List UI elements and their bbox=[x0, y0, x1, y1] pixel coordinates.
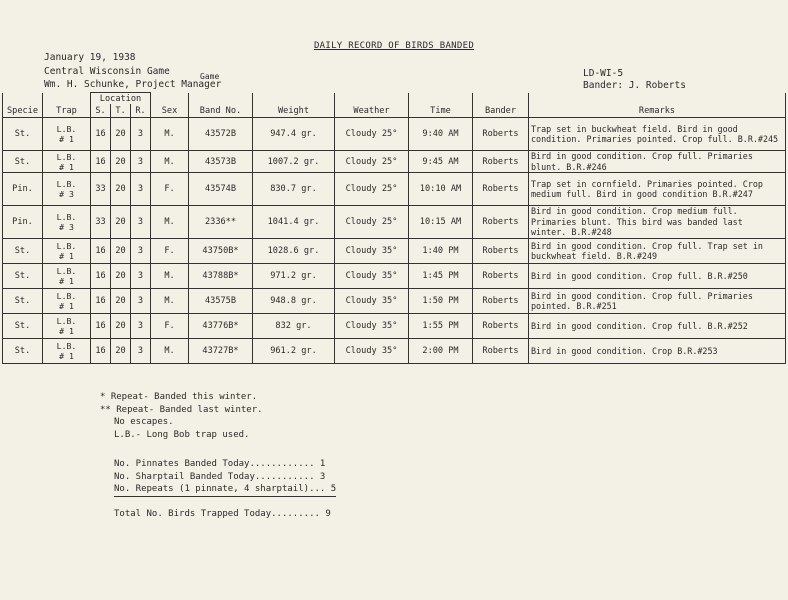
cell-section: 33 bbox=[91, 206, 111, 239]
cell-weight: 830.7 gr. bbox=[253, 173, 335, 206]
cell-township: 20 bbox=[111, 339, 131, 364]
col-trap: Trap bbox=[43, 104, 91, 118]
cell-weather: Cloudy 25° bbox=[335, 173, 409, 206]
cell-weight: 832 gr. bbox=[253, 314, 335, 339]
col-band: Band No. bbox=[189, 104, 253, 118]
cell-time: 2:00 PM bbox=[409, 339, 473, 364]
cell-section: 16 bbox=[91, 314, 111, 339]
cell-sex: M. bbox=[151, 264, 189, 289]
cell-bander: Roberts bbox=[473, 173, 529, 206]
totals-block bbox=[114, 458, 336, 497]
col-sex: Sex bbox=[151, 104, 189, 118]
cell-township: 20 bbox=[111, 151, 131, 173]
total-pinnates: No. Pinnates Banded Today............ 1 bbox=[114, 459, 326, 469]
manager-line: Wm. H. Schunke, Project Manager bbox=[44, 79, 222, 90]
col-weight: Weight bbox=[253, 104, 335, 118]
manager-insert: Game bbox=[200, 72, 220, 81]
trap-number: # 1 bbox=[59, 161, 74, 172]
cell-trap bbox=[43, 206, 91, 239]
trap-type: L.B. bbox=[56, 124, 77, 134]
cell-band: 43750B* bbox=[189, 239, 253, 264]
cell-trap bbox=[43, 289, 91, 314]
cell-band: 43574B bbox=[189, 173, 253, 206]
cell-species: St. bbox=[3, 289, 43, 314]
cell-time: 10:15 AM bbox=[409, 206, 473, 239]
cell-weather: Cloudy 25° bbox=[335, 118, 409, 151]
trap-type: L.B. bbox=[56, 241, 77, 251]
cell-sex: F. bbox=[151, 173, 189, 206]
cell-band: 43575B bbox=[189, 289, 253, 314]
cell-species: St. bbox=[3, 314, 43, 339]
cell-time: 1:55 PM bbox=[409, 314, 473, 339]
table-row bbox=[3, 264, 786, 289]
table-row bbox=[3, 151, 786, 173]
cell-band: 43573B bbox=[189, 151, 253, 173]
trap-number: # 3 bbox=[59, 189, 74, 199]
date-line: January 19, 1938 bbox=[44, 52, 136, 63]
cell-remarks: Trap set in cornfield. Primaries pointed. Crop medium full. Bird in good condition B.R.#247 bbox=[529, 173, 786, 206]
cell-band: 2336** bbox=[189, 206, 253, 239]
cell-species: Pin. bbox=[3, 173, 43, 206]
cell-band: 43727B* bbox=[189, 339, 253, 364]
cell-weight: 1028.6 gr. bbox=[253, 239, 335, 264]
cell-section: 16 bbox=[91, 289, 111, 314]
cell-bander: Roberts bbox=[473, 314, 529, 339]
col-township: T. bbox=[111, 104, 131, 118]
cell-range: 3 bbox=[131, 239, 151, 264]
cell-bander: Roberts bbox=[473, 339, 529, 364]
trap-type: L.B. bbox=[56, 341, 77, 351]
total-repeats: No. Repeats (1 pinnate, 4 sharptail)... 5 bbox=[114, 483, 336, 497]
col-section: S. bbox=[91, 104, 111, 118]
cell-remarks: Trap set in buckwheat field. Bird in good condition. Primaries pointed. Crop full. B.R.#245 bbox=[529, 118, 786, 151]
col-bander: Bander bbox=[473, 104, 529, 118]
cell-species: St. bbox=[3, 118, 43, 151]
cell-section: 16 bbox=[91, 118, 111, 151]
trap-number: # 1 bbox=[59, 326, 74, 336]
cell-remarks: Bird in good condition. Crop full. Primaries blunt. B.R.#246 bbox=[529, 151, 786, 173]
cell-weather: Cloudy 35° bbox=[335, 289, 409, 314]
cell-township: 20 bbox=[111, 173, 131, 206]
cell-trap bbox=[43, 151, 91, 173]
table-row bbox=[3, 173, 786, 206]
cell-range: 3 bbox=[131, 206, 151, 239]
col-species: Specie bbox=[3, 104, 43, 118]
table-row bbox=[3, 314, 786, 339]
cell-weight: 961.2 gr. bbox=[253, 339, 335, 364]
cell-township: 20 bbox=[111, 239, 131, 264]
cell-trap bbox=[43, 173, 91, 206]
cell-weather: Cloudy 35° bbox=[335, 339, 409, 364]
cell-trap bbox=[43, 339, 91, 364]
cell-species: St. bbox=[3, 339, 43, 364]
cell-remarks: Bird in good condition. Crop medium full. Primaries blunt. This bird was banded last winter. B.R.#248 bbox=[529, 206, 786, 239]
cell-time: 10:10 AM bbox=[409, 173, 473, 206]
cell-time: 1:50 PM bbox=[409, 289, 473, 314]
cell-sex: M. bbox=[151, 339, 189, 364]
trap-number: # 1 bbox=[59, 134, 74, 144]
cell-bander: Roberts bbox=[473, 118, 529, 151]
cell-species: Pin. bbox=[3, 206, 43, 239]
cell-range: 3 bbox=[131, 118, 151, 151]
table-row bbox=[3, 239, 786, 264]
table-row bbox=[3, 206, 786, 239]
cell-township: 20 bbox=[111, 118, 131, 151]
cell-trap bbox=[43, 264, 91, 289]
cell-band: 43788B* bbox=[189, 264, 253, 289]
cell-sex: M. bbox=[151, 206, 189, 239]
trap-type: L.B. bbox=[56, 212, 77, 222]
cell-sex: M. bbox=[151, 118, 189, 151]
document-title: DAILY RECORD OF BIRDS BANDED bbox=[313, 41, 475, 51]
record-code: LD-WI-5 bbox=[583, 68, 624, 79]
cell-section: 16 bbox=[91, 339, 111, 364]
cell-species: St. bbox=[3, 239, 43, 264]
cell-township: 20 bbox=[111, 264, 131, 289]
cell-range: 3 bbox=[131, 264, 151, 289]
cell-species: St. bbox=[3, 264, 43, 289]
trap-type: L.B. bbox=[56, 179, 77, 189]
organization-line: Central Wisconsin Game bbox=[44, 66, 170, 77]
cell-range: 3 bbox=[131, 339, 151, 364]
note-repeat-last-winter: ** Repeat- Banded last winter. bbox=[100, 404, 263, 415]
cell-time: 1:40 PM bbox=[409, 239, 473, 264]
cell-township: 20 bbox=[111, 314, 131, 339]
cell-trap bbox=[43, 239, 91, 264]
cell-bander: Roberts bbox=[473, 151, 529, 173]
table-row bbox=[3, 339, 786, 364]
cell-weather: Cloudy 35° bbox=[335, 264, 409, 289]
cell-range: 3 bbox=[131, 173, 151, 206]
cell-weight: 1041.4 gr. bbox=[253, 206, 335, 239]
cell-weight: 971.2 gr. bbox=[253, 264, 335, 289]
cell-bander: Roberts bbox=[473, 289, 529, 314]
total-sharptail: No. Sharptail Banded Today........... 3 bbox=[114, 471, 326, 482]
cell-remarks: Bird in good condition. Crop full. Primaries pointed. B.R.#251 bbox=[529, 289, 786, 314]
cell-weather: Cloudy 35° bbox=[335, 314, 409, 339]
col-time: Time bbox=[409, 104, 473, 118]
cell-weather: Cloudy 25° bbox=[335, 206, 409, 239]
cell-remarks: Bird in good condition. Crop B.R.#253 bbox=[529, 339, 786, 364]
cell-township: 20 bbox=[111, 289, 131, 314]
location-header: Location bbox=[91, 93, 151, 105]
cell-range: 3 bbox=[131, 314, 151, 339]
cell-trap bbox=[43, 118, 91, 151]
cell-trap bbox=[43, 314, 91, 339]
cell-section: 16 bbox=[91, 239, 111, 264]
cell-section: 33 bbox=[91, 173, 111, 206]
grand-total: Total No. Birds Trapped Today......... 9 bbox=[114, 509, 331, 519]
trap-number: # 1 bbox=[59, 351, 74, 361]
cell-species: St. bbox=[3, 151, 43, 173]
cell-sex: M. bbox=[151, 151, 189, 173]
cell-band: 43572B bbox=[189, 118, 253, 151]
note-repeat-this-winter: * Repeat- Banded this winter. bbox=[100, 392, 258, 402]
col-weather: Weather bbox=[335, 104, 409, 118]
trap-type: L.B. bbox=[56, 291, 77, 301]
trap-type: L.B. bbox=[56, 266, 77, 276]
banding-table bbox=[2, 92, 786, 364]
cell-remarks: Bird in good condition. Crop full. B.R.#252 bbox=[529, 314, 786, 339]
bander-line: Bander: J. Roberts bbox=[583, 80, 686, 91]
table-row bbox=[3, 118, 786, 151]
cell-time: 9:45 AM bbox=[409, 151, 473, 173]
cell-sex: F. bbox=[151, 239, 189, 264]
trap-number: # 1 bbox=[59, 276, 74, 286]
cell-range: 3 bbox=[131, 151, 151, 173]
cell-time: 9:40 AM bbox=[409, 118, 473, 151]
cell-band: 43776B* bbox=[189, 314, 253, 339]
cell-weight: 1007.2 gr. bbox=[253, 151, 335, 173]
cell-weather: Cloudy 35° bbox=[335, 239, 409, 264]
cell-weight: 947.4 gr. bbox=[253, 118, 335, 151]
table-row bbox=[3, 289, 786, 314]
note-no-escapes: No escapes. bbox=[114, 417, 174, 427]
col-range: R. bbox=[131, 104, 151, 118]
note-long-bob-trap: L.B.- Long Bob trap used. bbox=[114, 429, 250, 440]
cell-bander: Roberts bbox=[473, 206, 529, 239]
cell-sex: M. bbox=[151, 289, 189, 314]
cell-weather: Cloudy 25° bbox=[335, 151, 409, 173]
cell-range: 3 bbox=[131, 289, 151, 314]
cell-sex: F. bbox=[151, 314, 189, 339]
trap-number: # 3 bbox=[59, 222, 74, 232]
cell-township: 20 bbox=[111, 206, 131, 239]
cell-bander: Roberts bbox=[473, 239, 529, 264]
notes-block bbox=[100, 391, 263, 441]
trap-type: L.B. bbox=[56, 151, 77, 162]
cell-remarks: Bird in good condition. Crop full. B.R.#250 bbox=[529, 264, 786, 289]
cell-section: 16 bbox=[91, 151, 111, 173]
cell-time: 1:45 PM bbox=[409, 264, 473, 289]
cell-remarks: Bird in good condition. Crop full. Trap set in buckwheat field. B.R.#249 bbox=[529, 239, 786, 264]
trap-number: # 1 bbox=[59, 301, 74, 311]
col-remarks: Remarks bbox=[529, 104, 786, 118]
cell-weight: 948.8 gr. bbox=[253, 289, 335, 314]
cell-section: 16 bbox=[91, 264, 111, 289]
trap-type: L.B. bbox=[56, 316, 77, 326]
cell-bander: Roberts bbox=[473, 264, 529, 289]
trap-number: # 1 bbox=[59, 251, 74, 261]
